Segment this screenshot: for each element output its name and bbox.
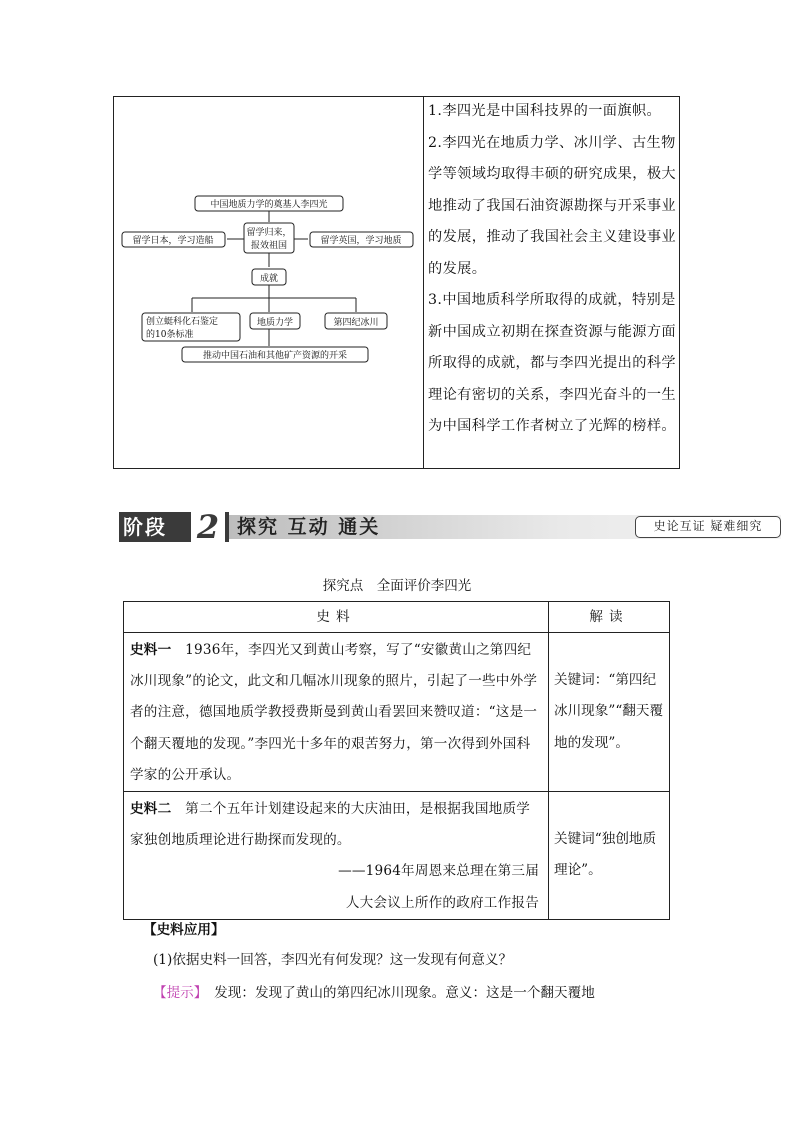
hint-tag: 【提示】 [153, 985, 201, 1001]
diagram-center-line2: 报效祖国 [250, 241, 288, 251]
diagram-center-line1: 留学归来， [246, 228, 292, 238]
table-row [124, 633, 670, 792]
diagram-ach2: 地质力学 [256, 318, 294, 328]
interpretation-cell-1: 关键词：“第四纪冰川现象”“翻天覆地的发现”。 [549, 633, 670, 792]
concept-diagram [120, 190, 420, 370]
top-text-point-2: 2.李四光在地质力学、冰川学、古生物学等领域均取得丰硕的研究成果，极大地推动了我国石油资源勘探与开采事业的发展，推动了我国社会主义建设事业的发展。 [428, 134, 676, 277]
table-row [124, 792, 670, 920]
diagram-title: 中国地质力学的奠基人李四光 [210, 200, 328, 210]
source-cell-2 [124, 792, 549, 920]
diagram-svg [120, 190, 420, 370]
top-text-point-1: 1.李四光是中国科技界的一面旗帜。 [428, 103, 662, 119]
table-divider [423, 96, 424, 469]
diagram-ach1-line1: 创立蜓科化石鉴定 [146, 317, 219, 327]
source-cell-1 [124, 633, 549, 792]
hint-text: 发现：发现了黄山的第四纪冰川现象。意义：这是一个翻天覆地 [200, 985, 595, 1001]
top-text-point-3: 3.中国地质科学所取得的成就，特别是新中国成立初期在探查资源与能源方面所取得的成就，都与李四光提出的科学理论有密切的关系，李四光奋斗的一生为中国科学工作者树立了光辉的榜样。 [428, 292, 676, 434]
interpretation-cell-2: 关键词“独创地质理论”。 [549, 792, 670, 920]
section-title: 探究点 全面评价李四光 [322, 578, 472, 594]
banner-stage-number: 2 [191, 508, 225, 546]
top-table-text [428, 96, 678, 443]
diagram-ach1-line2: 的10条标准 [146, 330, 194, 340]
apply-heading: 【史料应用】 [143, 922, 225, 938]
question-1: (1)依据史料一回答，李四光有何发现？这一发现有何意义？ [153, 952, 513, 968]
banner-tag: 史论互证 疑难细究 [635, 516, 781, 538]
header-interpretation: 解读 [549, 602, 670, 633]
stage-banner [119, 508, 781, 546]
table-header-row [124, 602, 670, 633]
source-citation-line1: ——1964年周恩来总理在第三届 [338, 863, 539, 880]
diagram-right: 留学英国，学习地质 [320, 236, 402, 246]
header-source: 史料 [124, 602, 549, 633]
banner-title: 探究 互动 通关 [237, 516, 381, 538]
source-citation-line2: 人大会议上所作的政府工作报告 [345, 894, 539, 911]
source-text-1: 1936年，李四光又到黄山考察，写了“安徽黄山之第四纪冰川现象”的论文，此文和几幅冰川现象的照片，引起了一些中外学者的注意，德国地质学教授费斯曼到黄山看罢回来赞叹道：“这是一个翻天覆地的发现。”李四光十多年的艰苦努力，第一次得到外国科学家的公开承认。 [130, 642, 538, 783]
hint-line [153, 981, 595, 1001]
source-label-1: 史料一 [130, 642, 172, 658]
source-text-2: 第二个五年计划建设起来的大庆油田，是根据我国地质学家独创地质理论进行勘探而发现的。 [130, 801, 531, 849]
source-table [123, 601, 670, 920]
diagram-mid: 成就 [259, 274, 279, 284]
diagram-left: 留学日本，学习造船 [132, 236, 214, 246]
diagram-ach3: 第四纪冰川 [333, 318, 379, 328]
diagram-bottom: 推动中国石油和其他矿产资源的开采 [202, 351, 348, 361]
banner-stage-label: 阶段 [123, 515, 167, 539]
source-label-2: 史料二 [130, 801, 172, 818]
